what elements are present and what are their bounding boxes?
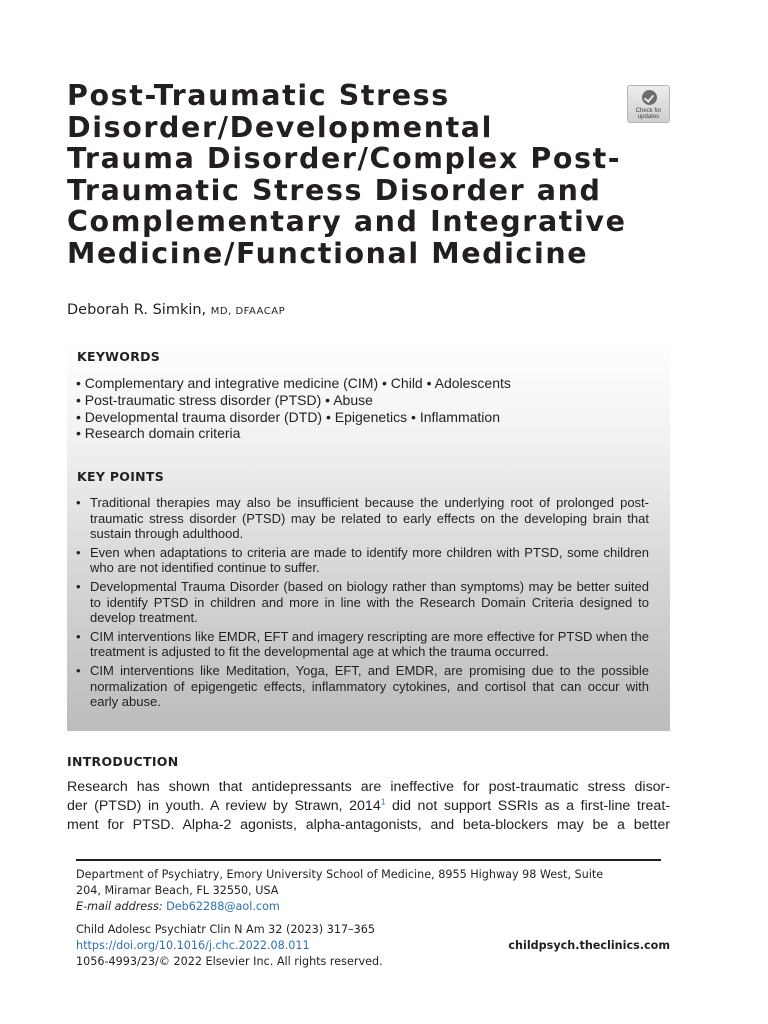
bullet-icon: • [76, 578, 81, 594]
title-line: Trauma Disorder/Complex Post- [67, 142, 622, 176]
author-line [67, 302, 285, 318]
bullet-icon: • [76, 628, 81, 644]
key-point-text: Developmental Trauma Disorder (based on biology rather than symptoms) may be better suited to identify PTSD in children and more in line with the Research Domain Criteria designed to develop treatment. [90, 578, 649, 626]
key-point-text: Traditional therapies may also be insufficient because the underlying root of prolonged post-traumatic stress disorder (PTSD) may be related to early effects on the developing brain that sustain through adulthood. [90, 495, 649, 542]
copyright-line: 1056-4993/23/© 2022 Elsevier Inc. All rights reserved. [76, 955, 383, 968]
footnote-divider [76, 859, 661, 861]
badge-label-line2: updates [637, 114, 660, 120]
key-point-text: CIM interventions like Meditation, Yoga, EFT, and EMDR, are promising due to the possible normalization of epigengetic effects, inflammatory cytokines, and cortisol that can occur with early abuse. [90, 662, 649, 710]
bullet-icon: • [76, 662, 81, 678]
email-link[interactable]: Deb62288@aol.com [166, 900, 280, 913]
keywords-keypoints-box [67, 339, 670, 731]
title-line: Disorder/Developmental [67, 110, 494, 144]
journal-site: childpsych.theclinics.com [508, 939, 670, 952]
badge-label-line1: Check for [635, 108, 662, 114]
title-line: Traumatic Stress Disorder and [67, 173, 602, 207]
intro-line: Research has shown that antidepressants are ineffective for post-traumatic stress disor- [67, 779, 670, 795]
author-name: Deborah R. Simkin, [67, 302, 207, 318]
intro-line: ment for PTSD. Alpha-2 agonists, alpha-antagonists, and beta-blockers may be a better [67, 817, 670, 833]
affiliation-line: Department of Psychiatry, Emory University School of Medicine, 8955 Highway 98 West, Suite [76, 868, 604, 881]
title-line: Medicine/Functional Medicine [67, 236, 589, 270]
doi-link[interactable]: https://doi.org/10.1016/j.chc.2022.08.011 [76, 939, 310, 952]
title-line: Post-Traumatic Stress [67, 79, 450, 112]
reference-link[interactable]: 1 [380, 796, 386, 807]
key-point-item [75, 579, 649, 626]
citation-block [76, 922, 670, 970]
key-points-heading: KEY POINTS [77, 469, 165, 484]
intro-line [67, 797, 670, 816]
key-point-item [75, 545, 649, 576]
key-points-list [75, 495, 649, 713]
key-point-item [75, 629, 649, 660]
keywords-heading: KEYWORDS [77, 349, 161, 364]
keyword-line: • Complementary and integrative medicine (CIM) • Child • Adolescents [76, 375, 511, 391]
keywords-list [76, 375, 511, 442]
email-label: E-mail address: [76, 900, 163, 913]
key-point-item [75, 495, 649, 542]
citation-line: Child Adolesc Psychiatr Clin N Am 32 (2023) 317–365 [76, 923, 376, 936]
affiliation-line: 204, Miramar Beach, FL 32550, USA [76, 884, 279, 897]
introduction-heading: INTRODUCTION [67, 754, 179, 769]
keyword-line: • Developmental trauma disorder (DTD) • Epigenetics • Inflammation [76, 408, 500, 425]
title-line: Complementary and Integrative [67, 205, 627, 239]
intro-text: did not support SSRIs as a first-line treat- [385, 798, 670, 814]
keyword-line: • Post-traumatic stress disorder (PTSD) • Abuse [76, 391, 373, 408]
email-line [76, 899, 670, 915]
intro-text: der (PTSD) in youth. A review by Strawn, 2014 [67, 798, 381, 814]
article-title [67, 80, 627, 270]
author-credentials: MD, DFAACAP [210, 306, 286, 317]
affiliation-block [76, 867, 670, 915]
key-point-item [75, 663, 649, 710]
keyword-line: • Research domain criteria [76, 425, 241, 442]
bullet-icon: • [76, 544, 81, 560]
crossmark-icon [642, 90, 657, 105]
introduction-paragraph [67, 778, 670, 835]
key-point-text: CIM interventions like EMDR, EFT and imagery rescripting are more effective for PTSD when the treatment is adjusted to fit the developmental age at which the trauma occurred. [90, 628, 649, 660]
check-for-updates-badge[interactable] [627, 85, 670, 123]
bullet-icon: • [76, 495, 81, 510]
key-point-text: Even when adaptations to criteria are made to identify more children with PTSD, some children who are not identified continue to suffer. [90, 544, 649, 576]
